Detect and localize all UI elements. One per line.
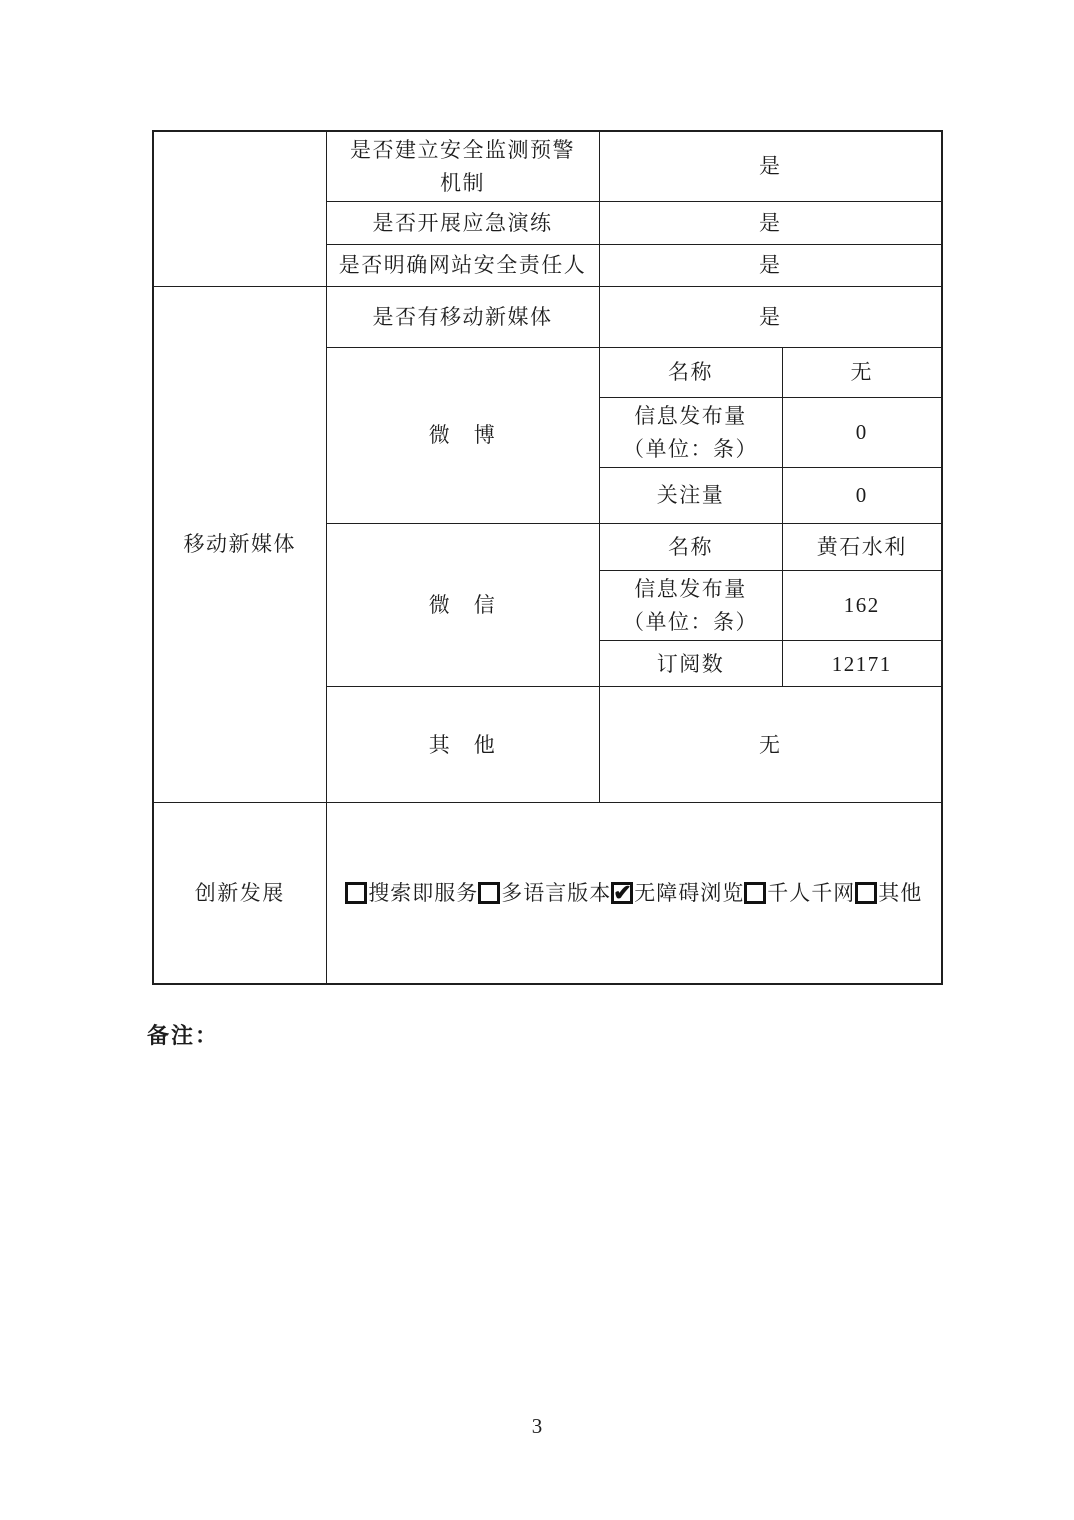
row-innovation (153, 803, 942, 984)
platform-cell-weibo: 微 博 (326, 348, 599, 524)
checkbox-icon (345, 882, 367, 904)
field-value-cell: 0 (782, 468, 942, 524)
innovation-options-row (335, 877, 934, 910)
innovation-options-cell (326, 803, 942, 984)
field-label-cell (599, 571, 782, 641)
question-cell: 是否明确网站安全责任人 (326, 245, 599, 287)
option-search-service (345, 877, 478, 910)
field-value-cell: 162 (782, 571, 942, 641)
checkbox-icon (478, 882, 500, 904)
field-value-cell: 12171 (782, 641, 942, 687)
field-label-line2: （单位：条） (623, 436, 758, 461)
field-value-cell: 黄石水利 (782, 524, 942, 571)
field-label-cell: 名称 (599, 524, 782, 571)
platform-cell-other: 其 他 (326, 687, 599, 803)
section-cell-empty (153, 131, 326, 287)
option-label: 无障碍浏览 (634, 880, 745, 905)
option-accessibility (611, 877, 744, 910)
field-value-cell: 0 (782, 398, 942, 468)
platform-cell-wechat: 微 信 (326, 524, 599, 687)
question-cell (326, 131, 599, 202)
section-cell-innovation: 创新发展 (153, 803, 326, 984)
field-label-cell: 关注量 (599, 468, 782, 524)
report-table (152, 130, 943, 985)
field-label-cell: 订阅数 (599, 641, 782, 687)
answer-cell: 是 (599, 202, 942, 245)
remarks-label: 备注： (147, 1023, 220, 1048)
checkbox-icon (744, 882, 766, 904)
question-cell: 是否开展应急演练 (326, 202, 599, 245)
field-label-line1: 信息发布量 (634, 577, 747, 602)
option-label: 多语言版本 (501, 880, 612, 905)
checkbox-icon (611, 882, 633, 904)
checkbox-icon (855, 882, 877, 904)
question-text-line2: 机制 (440, 170, 485, 195)
page-number: 3 (531, 1414, 543, 1438)
field-label-line1: 信息发布量 (634, 404, 747, 429)
option-thousand-sites (744, 877, 855, 910)
field-label-cell (599, 398, 782, 468)
answer-cell: 是 (599, 245, 942, 287)
question-cell: 是否有移动新媒体 (326, 287, 599, 348)
row-security-monitor (153, 131, 942, 202)
section-cell-mobile-media: 移动新媒体 (153, 287, 326, 803)
answer-cell: 是 (599, 131, 942, 202)
option-label: 搜索即服务 (368, 880, 479, 905)
answer-cell: 是 (599, 287, 942, 348)
question-text-line1: 是否建立安全监测预警 (350, 138, 575, 162)
field-label-line2: （单位：条） (623, 609, 758, 634)
option-other (855, 877, 922, 910)
answer-cell: 无 (599, 687, 942, 803)
option-label: 千人千网 (767, 880, 856, 905)
field-label-cell: 名称 (599, 348, 782, 398)
row-has-mobile-media (153, 287, 942, 348)
option-label: 其他 (878, 880, 923, 905)
option-multilingual (478, 877, 611, 910)
field-value-cell: 无 (782, 348, 942, 398)
